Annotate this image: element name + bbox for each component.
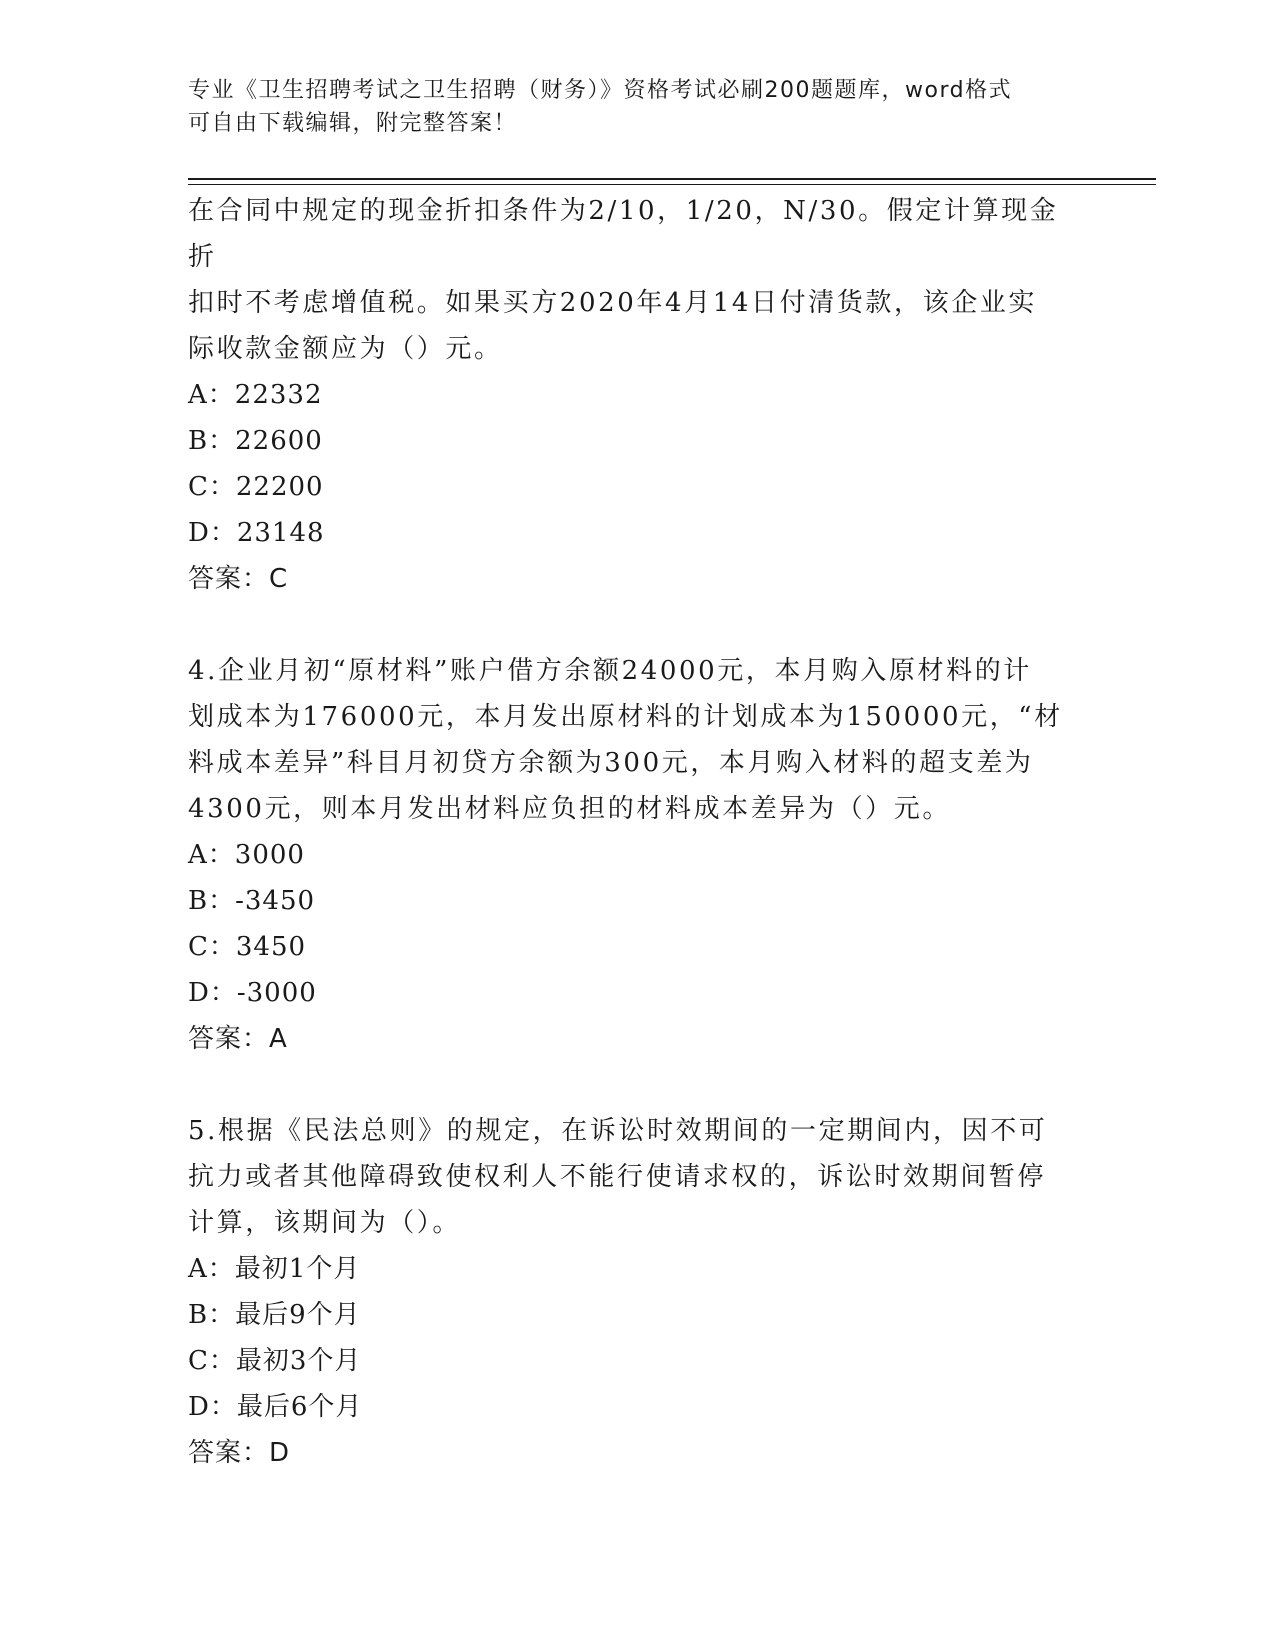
- option-c: C：22200: [188, 472, 324, 502]
- answer-line: 答案：A: [188, 1024, 288, 1054]
- question-stem-line: 5.根据《民法总则》的规定，在诉讼时效期间的一定期间内，因不可: [188, 1116, 1048, 1146]
- header-title-line-2: 可自由下载编辑，附完整答案！: [188, 111, 518, 136]
- question-stem-line: 4.企业月初“原材料”账户借方余额24000元，本月购入原材料的计: [188, 656, 1032, 686]
- question-stem-line: 抗力或者其他障碍致使权利人不能行使请求权的，诉讼时效期间暂停: [188, 1162, 1047, 1192]
- option-c: C：最初3个月: [188, 1346, 362, 1376]
- question-list: [188, 188, 1068, 1476]
- option-c: C：3450: [188, 932, 307, 962]
- question-stem-line: 料成本差异”科目月初贷方余额为300元，本月购入材料的超支差为: [188, 748, 1034, 778]
- option-b: B：最后9个月: [188, 1300, 361, 1330]
- question-stem-line: 4300元，则本月发出材料应负担的材料成本差异为（）元。: [188, 794, 951, 824]
- question-spacer: [188, 1062, 1068, 1108]
- option-b: B：-3450: [188, 886, 316, 916]
- question-spacer: [188, 602, 1068, 648]
- question-block: [188, 1108, 1068, 1476]
- answer-line: 答案：C: [188, 564, 289, 594]
- option-a: A：22332: [188, 380, 323, 410]
- option-d: D：23148: [188, 518, 325, 548]
- question-stem-line: 扣时不考虑增值税。如果买方2020年4月14日付清货款，该企业实: [188, 288, 1037, 318]
- question-stem-line: 在合同中规定的现金折扣条件为2/10，1/20，N/30。假定计算现金折: [188, 196, 1059, 272]
- option-d: D：-3000: [188, 978, 317, 1008]
- header-divider-thick: [188, 178, 1156, 180]
- option-d: D：最后6个月: [188, 1392, 363, 1422]
- option-a: A：3000: [188, 840, 305, 870]
- question-stem-line: 计算，该期间为（）。: [188, 1208, 462, 1238]
- question-block: [188, 188, 1068, 602]
- header-title-line-1: 专业《卫生招聘考试之卫生招聘（财务）》资格考试必刷200题题库，word格式: [188, 78, 1013, 103]
- option-a: A：最初1个月: [188, 1254, 361, 1284]
- question-stem-line: 划成本为176000元，本月发出原材料的计划成本为150000元，“材: [188, 702, 1063, 732]
- option-b: B：22600: [188, 426, 323, 456]
- document-header: [188, 74, 1068, 140]
- answer-line: 答案：D: [188, 1438, 291, 1468]
- header-divider-thin: [188, 184, 1156, 185]
- question-block: [188, 648, 1068, 1062]
- question-stem-line: 际收款金额应为（）元。: [188, 334, 503, 364]
